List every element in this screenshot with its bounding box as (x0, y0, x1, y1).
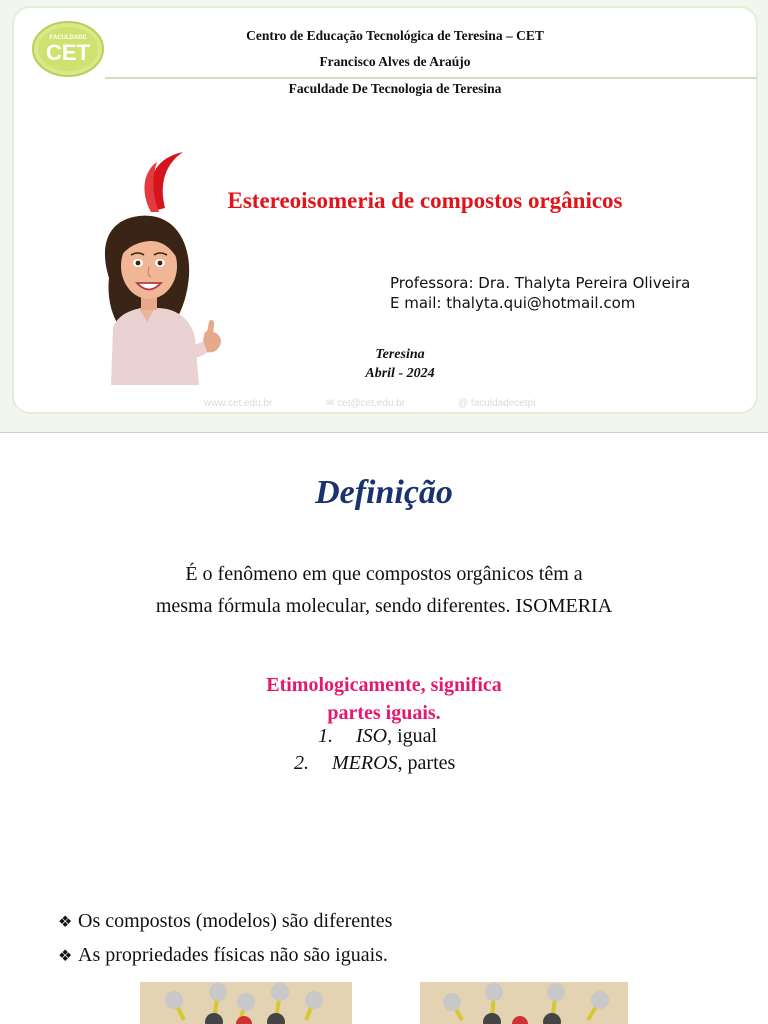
institution-founder: Francisco Alves de Araújo (319, 54, 471, 69)
footer-email: ✉ cet@cet.edu.br (326, 398, 406, 409)
institution-name: Centro de Educação Tecnológica de Teresina – CET (246, 28, 544, 43)
presentation-title: Estereoisomeria de compostos orgânicos (227, 188, 623, 213)
definition-line-1: É o fenômeno em que compostos orgânicos têm a (185, 563, 583, 585)
list-item (318, 725, 437, 748)
definition-line-2: mesma fórmula molecular, sendo diferentes. ISOMERIA (155, 595, 613, 617)
list-number: 1. (318, 725, 333, 747)
list-item (294, 752, 455, 775)
etymology-heading (184, 671, 584, 727)
svg-text:FACULDADE: FACULDADE (49, 35, 87, 41)
list-number: 2. (294, 752, 309, 774)
professor-name: Professora: Dra. Thalyta Pereira Oliveira (390, 274, 691, 292)
bullet-text: Os compostos (modelos) são diferentes (78, 910, 393, 932)
diamond-bullet-icon: ❖ (58, 914, 73, 931)
svg-text:CET: CET (46, 40, 90, 65)
molecule-model-image (140, 982, 352, 1024)
bullet-text: As propriedades físicas não são iguais. (78, 944, 388, 966)
cet-logo (31, 20, 105, 78)
bullet-item (58, 939, 392, 973)
list-term: MEROS (332, 752, 398, 774)
definition-text (84, 558, 684, 622)
bullet-list (58, 905, 392, 973)
faculty-name: Faculdade De Tecnologia de Teresina (288, 81, 502, 96)
professor-info (390, 273, 690, 313)
list-meaning: , igual (387, 725, 438, 747)
teacher-avatar (95, 150, 235, 385)
city: Teresina (375, 347, 425, 362)
date: Abril - 2024 (365, 366, 435, 381)
diamond-bullet-icon: ❖ (58, 948, 73, 965)
molecule-model-image (420, 982, 628, 1024)
professor-email: E mail: thalyta.qui@hotmail.com (390, 294, 636, 312)
header-divider (105, 77, 757, 79)
footer-website: www.cet.edu.br (204, 398, 273, 409)
definition-title: Definição (315, 474, 453, 511)
bullet-item (58, 905, 392, 939)
footer-instagram: @ faculdadecetpi (458, 398, 536, 409)
list-term: ISO (356, 725, 388, 747)
etymology-line-2: partes iguais. (327, 702, 441, 724)
place-date (330, 345, 470, 383)
title-slide (0, 0, 768, 433)
list-meaning: , partes (397, 752, 456, 774)
etymology-line-1: Etimologicamente, significa (266, 674, 502, 696)
